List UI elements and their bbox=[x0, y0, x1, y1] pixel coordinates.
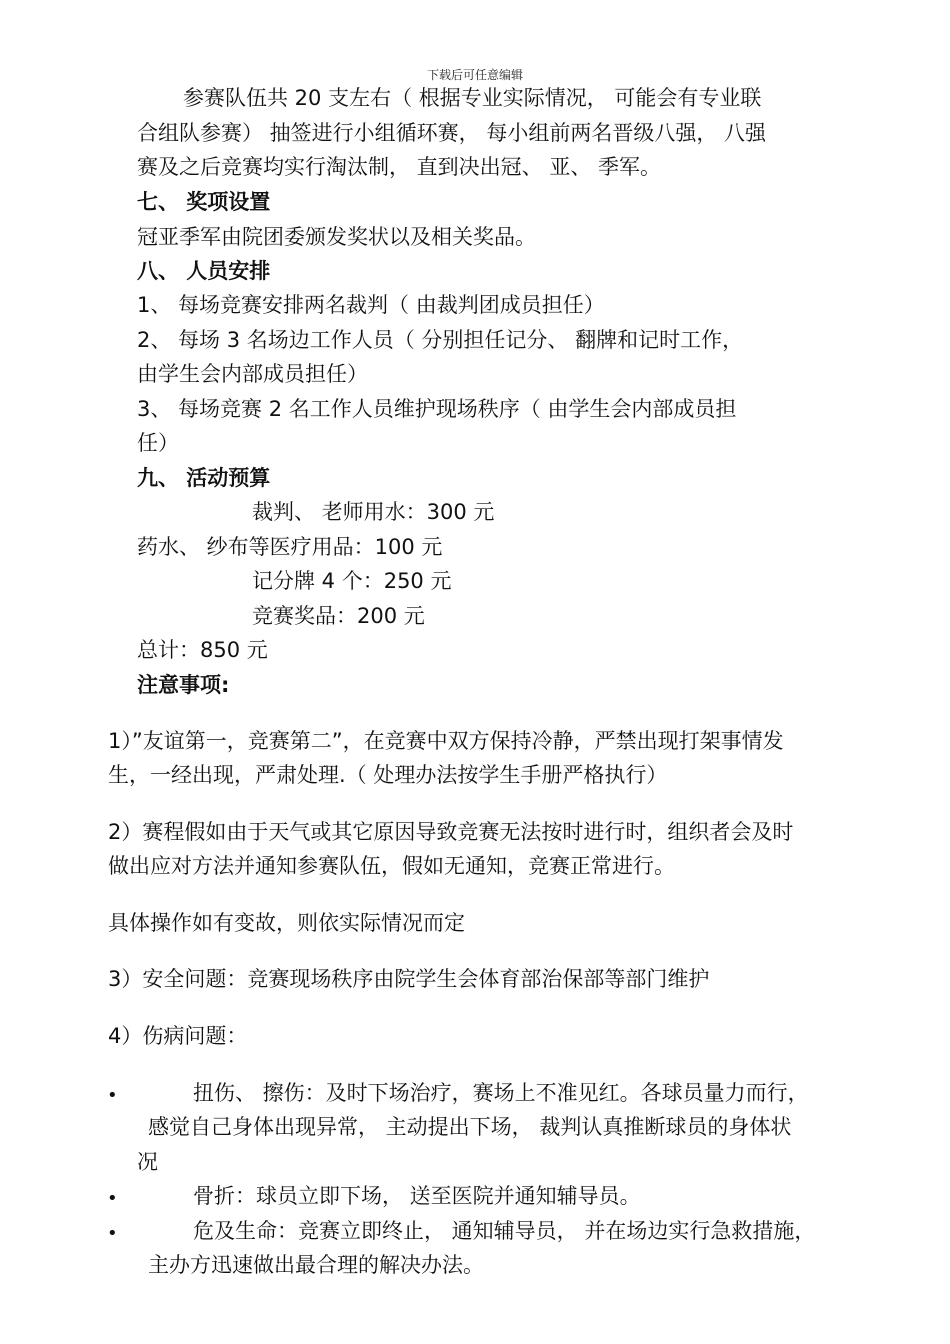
paragraph-line: 赛及之后竞赛均实行淘汰制， 直到决出冠、 亚、 季军。 bbox=[137, 155, 662, 179]
section-heading: 九、 活动预算 bbox=[137, 466, 271, 490]
note-item: 2）赛程假如由于天气或其它原因导致竞赛无法按时进行时，组织者会及时 bbox=[108, 820, 794, 844]
list-item: 3、 每场竞赛 2 名工作人员维护现场秩序（ 由学生会内部成员担 bbox=[137, 397, 737, 421]
section-heading: 八、 人员安排 bbox=[137, 259, 271, 283]
section-heading: 七、 奖项设置 bbox=[137, 190, 271, 214]
note-paragraph: 具体操作如有变故，则依实际情况而定 bbox=[108, 911, 465, 935]
note-item: 4）伤病问题： bbox=[108, 1024, 248, 1048]
list-item: 1、 每场竞赛安排两名裁判（ 由裁判团成员担任） bbox=[137, 293, 605, 317]
budget-line: 竞赛奖品：200 元 bbox=[252, 604, 425, 628]
note-item-continued: 做出应对方法并通知参赛队伍，假如无通知，竞赛正常进行。 bbox=[108, 854, 675, 878]
paragraph-line: 参赛队伍共 20 支左右（ 根据专业实际情况， 可能会有专业联 bbox=[183, 86, 762, 110]
bullet-item: 骨折：球员立即下场， 送至医院并通知辅导员。 bbox=[193, 1184, 641, 1208]
list-item-continued: 由学生会内部成员担任） bbox=[137, 362, 368, 386]
note-item: 1）”友谊第一，竞赛第二”，在竞赛中双方保持冷静，严禁出现打架事情发 bbox=[108, 729, 784, 753]
paragraph-line: 冠亚季军由院团委颁发奖状以及相关奖品。 bbox=[137, 225, 536, 249]
budget-total: 总计：850 元 bbox=[137, 638, 268, 662]
notes-heading: 注意事项: bbox=[137, 673, 230, 697]
list-item: 2、 每场 3 名场边工作人员（ 分别担任记分、 翻牌和记时工作， bbox=[137, 328, 744, 352]
bullet-item: 危及生命：竞赛立即终止， 通知辅导员， 并在场边实行急救措施， bbox=[193, 1219, 816, 1243]
budget-line: 药水、 纱布等医疗用品：100 元 bbox=[137, 535, 443, 559]
bullet-item-continued: 主办方迅速做出最合理的解决办法。 bbox=[148, 1253, 484, 1277]
budget-line: 记分牌 4 个：250 元 bbox=[252, 569, 452, 593]
paragraph-line: 合组队参赛） 抽签进行小组循环赛， 每小组前两名晋级八强， 八强 bbox=[137, 121, 767, 145]
bullet-item-continued: 感觉自己身体出现异常， 主动提出下场， 裁判认真推断球员的身体状 bbox=[148, 1115, 792, 1139]
bullet-mark: • bbox=[107, 1223, 118, 1244]
bullet-mark: • bbox=[107, 1188, 118, 1209]
bullet-mark: • bbox=[107, 1085, 118, 1106]
page-header: 下载后可任意编辑 bbox=[426, 68, 523, 82]
budget-line: 裁判、 老师用水：300 元 bbox=[252, 500, 495, 524]
note-item: 3）安全问题：竞赛现场秩序由院学生会体育部治保部等部门维护 bbox=[108, 967, 710, 991]
note-item-continued: 生，一经出现，严肃处理.（ 处理办法按学生手册严格执行） bbox=[108, 763, 668, 787]
list-item-continued: 任） bbox=[137, 431, 179, 455]
bullet-item: 扭伤、 擦伤：及时下场治疗，赛场上不准见红。各球员量力而行， bbox=[193, 1081, 809, 1105]
bullet-item-continued: 况 bbox=[137, 1150, 158, 1174]
